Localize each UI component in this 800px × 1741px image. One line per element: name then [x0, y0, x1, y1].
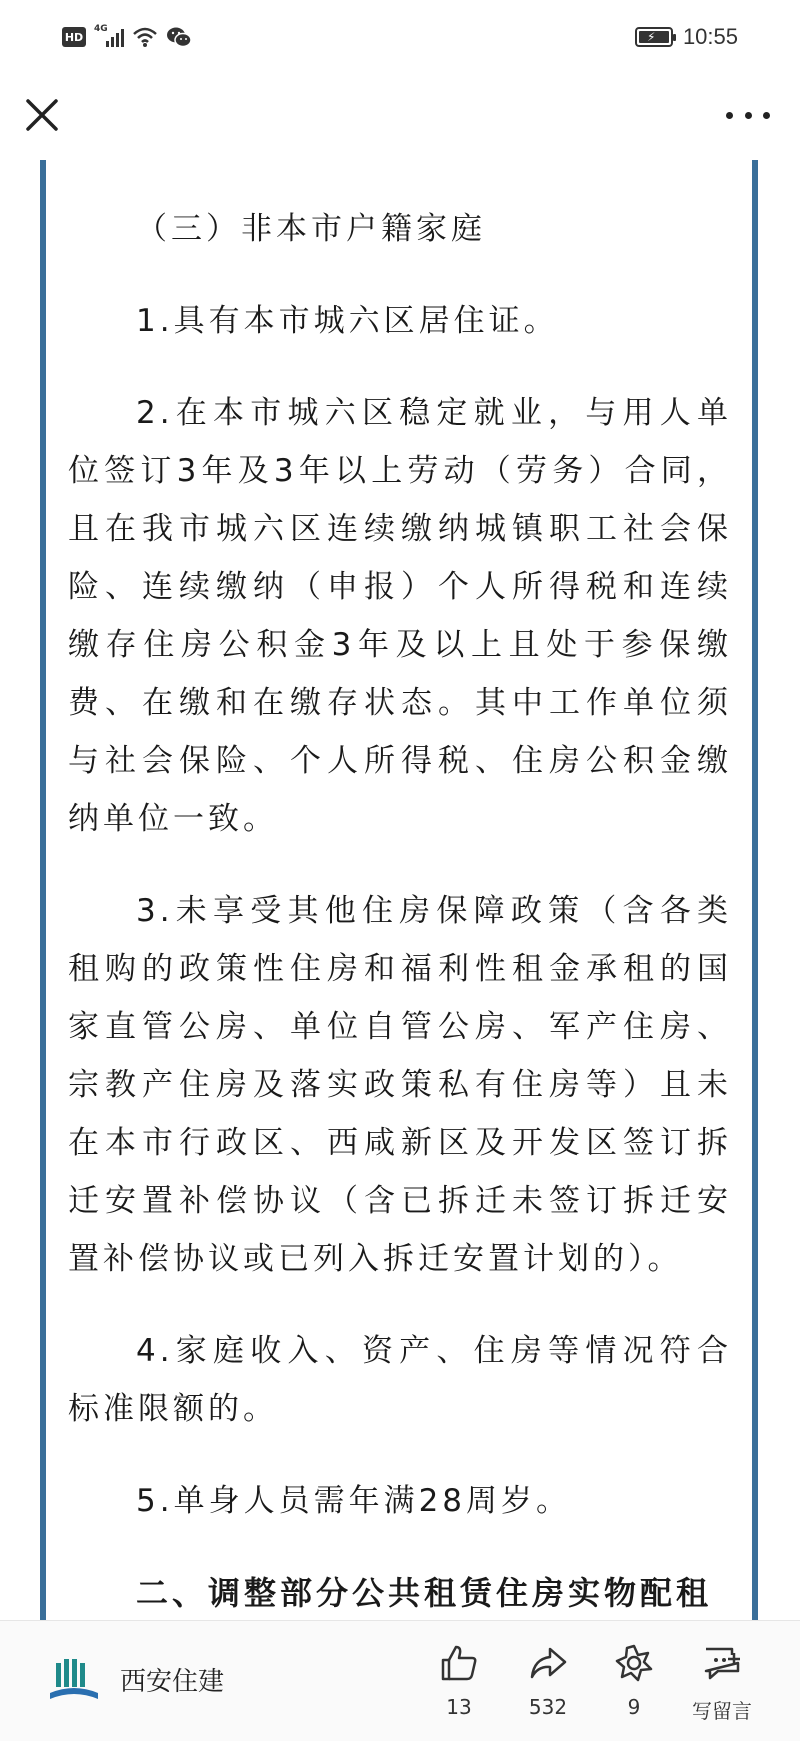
article-border-right: [752, 160, 758, 1620]
next-section-heading: 二、调整部分公共租赁住房实物配租: [136, 1574, 713, 1612]
like-button[interactable]: [419, 1643, 499, 1719]
close-icon: [22, 95, 62, 135]
top-nav: [0, 80, 800, 160]
wow-button[interactable]: [594, 1643, 674, 1719]
wifi-icon: [132, 26, 158, 48]
article-item-4: 4.家庭收入、资产、住房等情况符合标准限额的。: [68, 1333, 732, 1427]
clock: 10:55: [682, 24, 738, 49]
close-button[interactable]: [22, 95, 62, 135]
wow-count: 9: [627, 1695, 641, 1719]
wow-star-icon: [614, 1643, 654, 1683]
comment-label: 写留言: [692, 1699, 752, 1723]
bottom-bar: [0, 1620, 800, 1741]
article-border-left: [40, 160, 46, 1620]
comment-plus-icon: [702, 1643, 742, 1683]
status-right: [635, 24, 738, 50]
article-item-2: 2.在本市城六区稳定就业，与用人单位签订3年及3年以上劳动（劳务）合同，且在我市城六区连续缴纳城镇职工社会保险、连续缴纳（申报）个人所得税和连续缴存住房公积金3年及以上且处于参保缴费、在缴和在缴存状态。其中工作单位须与社会保险、个人所得税、住房公积金缴纳单位一致。: [68, 395, 732, 837]
article-body: [68, 200, 732, 1620]
section-title: （三）非本市户籍家庭: [136, 211, 486, 247]
wechat-icon: [166, 26, 192, 48]
signal-icon: [94, 24, 124, 47]
network-type: 4G: [94, 24, 108, 34]
share-button[interactable]: [508, 1643, 588, 1719]
account-brand[interactable]: [48, 1653, 224, 1705]
xian-zhujian-logo-icon: [48, 1653, 100, 1705]
battery-icon: ⚡: [635, 27, 673, 47]
article-content[interactable]: [0, 160, 800, 1620]
account-name: 西安住建: [120, 1666, 225, 1697]
hd-badge: HD: [62, 27, 86, 47]
comment-button[interactable]: [682, 1643, 762, 1724]
more-button[interactable]: [726, 100, 770, 130]
article-item-5: 5.单身人员需年满28周岁。: [136, 1483, 572, 1519]
thumbs-up-icon: [439, 1643, 479, 1683]
more-dots-icon: [726, 112, 733, 119]
status-left: [62, 26, 192, 48]
share-count: 532: [528, 1695, 568, 1719]
article-item-3: 3.未享受其他住房保障政策（含各类租购的政策性住房和福利性租金承租的国家直管公房、单位自管公房、军产住房、宗教产住房及落实政策私有住房等）且未在本市行政区、西咸新区及开发区签订拆迁安置补偿协议（含已拆迁未签订拆迁安置补偿协议或已列入拆迁安置计划的）。: [68, 893, 732, 1277]
status-bar: [0, 0, 800, 80]
like-count: 13: [446, 1695, 472, 1719]
article-item-1: 1.具有本市城六区居住证。: [136, 303, 559, 339]
share-icon: [528, 1643, 568, 1683]
